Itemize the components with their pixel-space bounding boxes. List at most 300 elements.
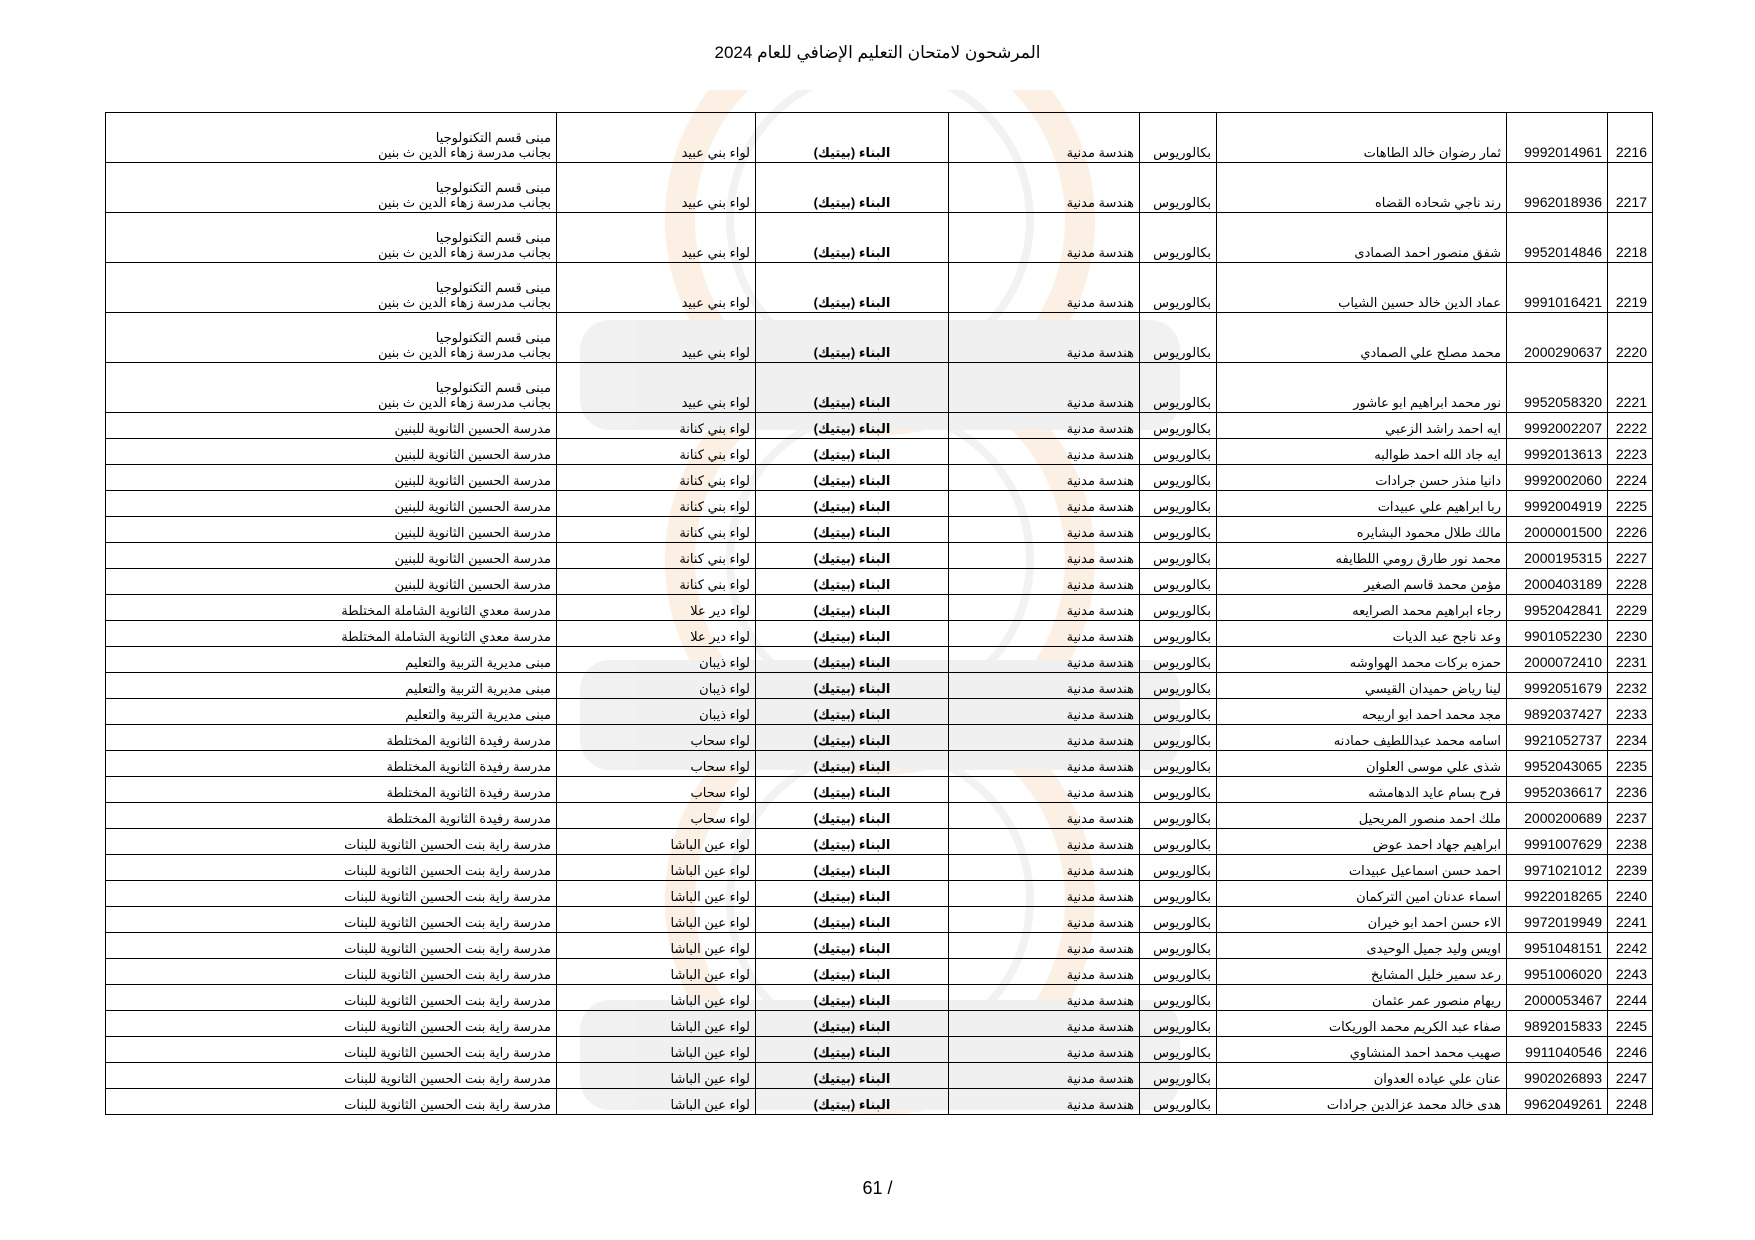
- table-row: [106, 621, 1653, 647]
- candidate-name-cell: عنان علي عياده العدوان: [1217, 1063, 1507, 1089]
- seq-cell: 2220: [1608, 313, 1653, 363]
- national-id-cell: 2000403189: [1507, 569, 1608, 595]
- subject-cell: البناء (بيتيك): [756, 829, 949, 855]
- candidates-table: [105, 112, 1653, 1115]
- degree-cell: بكالوريوس: [1140, 163, 1217, 213]
- major-cell: هندسة مدنية: [949, 1011, 1140, 1037]
- national-id-cell: 9951048151: [1507, 933, 1608, 959]
- candidate-name-cell: لينا رياض حميدان القيسي: [1217, 673, 1507, 699]
- national-id-cell: 9911040546: [1507, 1037, 1608, 1063]
- national-id-cell: 9992013613: [1507, 439, 1608, 465]
- major-cell: هندسة مدنية: [949, 803, 1140, 829]
- exam-center-cell: [106, 829, 557, 855]
- seq-cell: 2228: [1608, 569, 1653, 595]
- major-cell: هندسة مدنية: [949, 673, 1140, 699]
- seq-cell: 2222: [1608, 413, 1653, 439]
- major-cell: هندسة مدنية: [949, 263, 1140, 313]
- page-title: المرشحون لامتحان التعليم الإضافي للعام 2024: [714, 43, 1041, 62]
- district-cell: لواء سحاب: [557, 777, 756, 803]
- candidate-name-cell: ريهام منصور عمر عثمان: [1217, 985, 1507, 1011]
- district-cell: لواء عين الباشا: [557, 829, 756, 855]
- table-row: [106, 595, 1653, 621]
- subject-cell: البناء (بيتيك): [756, 621, 949, 647]
- subject-cell: البناء (بيتيك): [756, 803, 949, 829]
- major-cell: هندسة مدنية: [949, 959, 1140, 985]
- major-cell: هندسة مدنية: [949, 1037, 1140, 1063]
- table-row: [106, 959, 1653, 985]
- national-id-cell: 9951006020: [1507, 959, 1608, 985]
- table-row: [106, 263, 1653, 313]
- exam-center-cell: [106, 699, 557, 725]
- district-cell: لواء بني عبيد: [557, 313, 756, 363]
- seq-cell: 2224: [1608, 465, 1653, 491]
- seq-cell: 2240: [1608, 881, 1653, 907]
- exam-center-line: مدرسة راية بنت الحسين الثانوية للبنات: [344, 1019, 551, 1034]
- page-number: 61 /: [862, 1178, 893, 1198]
- candidate-name-cell: عماد الدين خالد حسين الشياب: [1217, 263, 1507, 313]
- national-id-cell: 9892015833: [1507, 1011, 1608, 1037]
- table-row: [106, 907, 1653, 933]
- candidate-name-cell: محمد مصلح علي الصمادي: [1217, 313, 1507, 363]
- major-cell: هندسة مدنية: [949, 543, 1140, 569]
- degree-cell: بكالوريوس: [1140, 777, 1217, 803]
- major-cell: هندسة مدنية: [949, 1063, 1140, 1089]
- national-id-cell: 2000195315: [1507, 543, 1608, 569]
- national-id-cell: 9902026893: [1507, 1063, 1608, 1089]
- seq-cell: 2248: [1608, 1089, 1653, 1115]
- exam-center-line: مدرسة راية بنت الحسين الثانوية للبنات: [344, 1097, 551, 1112]
- seq-cell: 2230: [1608, 621, 1653, 647]
- national-id-cell: 9991016421: [1507, 263, 1608, 313]
- exam-center-cell: [106, 517, 557, 543]
- subject-cell: البناء (بيتيك): [756, 1063, 949, 1089]
- seq-cell: 2218: [1608, 213, 1653, 263]
- national-id-cell: 9992004919: [1507, 491, 1608, 517]
- table-row: [106, 439, 1653, 465]
- district-cell: لواء ذيبان: [557, 647, 756, 673]
- district-cell: لواء عين الباشا: [557, 933, 756, 959]
- district-cell: لواء بني كنانة: [557, 465, 756, 491]
- subject-cell: البناء (بيتيك): [756, 907, 949, 933]
- subject-cell: البناء (بيتيك): [756, 959, 949, 985]
- exam-center-line: مدرسة رفيدة الثانوية المختلطة: [386, 733, 551, 748]
- subject-cell: البناء (بيتيك): [756, 263, 949, 313]
- major-cell: هندسة مدنية: [949, 313, 1140, 363]
- exam-center-line: مدرسة رفيدة الثانوية المختلطة: [386, 759, 551, 774]
- major-cell: هندسة مدنية: [949, 829, 1140, 855]
- degree-cell: بكالوريوس: [1140, 881, 1217, 907]
- degree-cell: بكالوريوس: [1140, 959, 1217, 985]
- degree-cell: بكالوريوس: [1140, 517, 1217, 543]
- degree-cell: بكالوريوس: [1140, 621, 1217, 647]
- district-cell: لواء عين الباشا: [557, 907, 756, 933]
- exam-center-cell: [106, 985, 557, 1011]
- district-cell: لواء دير علا: [557, 595, 756, 621]
- exam-center-line: مدرسة الحسين الثانوية للبنين: [394, 473, 551, 488]
- candidate-name-cell: رجاء ابراهيم محمد الصرايعه: [1217, 595, 1507, 621]
- subject-cell: البناء (بيتيك): [756, 933, 949, 959]
- subject-cell: البناء (بيتيك): [756, 725, 949, 751]
- national-id-cell: 9952043065: [1507, 751, 1608, 777]
- exam-center-line: مبنى قسم التكنولوجيا: [435, 380, 551, 395]
- table-row: [106, 1011, 1653, 1037]
- major-cell: هندسة مدنية: [949, 595, 1140, 621]
- degree-cell: بكالوريوس: [1140, 673, 1217, 699]
- district-cell: لواء سحاب: [557, 803, 756, 829]
- exam-center-line: مبنى مديرية التربية والتعليم: [405, 707, 551, 722]
- degree-cell: بكالوريوس: [1140, 647, 1217, 673]
- exam-center-line: مبنى قسم التكنولوجيا: [435, 230, 551, 245]
- exam-center-cell: [106, 491, 557, 517]
- district-cell: لواء بني كنانة: [557, 413, 756, 439]
- subject-cell: البناء (بيتيك): [756, 1089, 949, 1115]
- exam-center-line: مبنى قسم التكنولوجيا: [435, 280, 551, 295]
- candidate-name-cell: ابراهيم جهاد احمد عوض: [1217, 829, 1507, 855]
- degree-cell: بكالوريوس: [1140, 413, 1217, 439]
- seq-cell: 2243: [1608, 959, 1653, 985]
- degree-cell: بكالوريوس: [1140, 363, 1217, 413]
- exam-center-line: مدرسة راية بنت الحسين الثانوية للبنات: [344, 993, 551, 1008]
- degree-cell: بكالوريوس: [1140, 933, 1217, 959]
- degree-cell: بكالوريوس: [1140, 569, 1217, 595]
- major-cell: هندسة مدنية: [949, 363, 1140, 413]
- table-row: [106, 933, 1653, 959]
- exam-center-line: مدرسة الحسين الثانوية للبنين: [394, 577, 551, 592]
- seq-cell: 2233: [1608, 699, 1653, 725]
- national-id-cell: 2000290637: [1507, 313, 1608, 363]
- table-row: [106, 985, 1653, 1011]
- degree-cell: بكالوريوس: [1140, 1011, 1217, 1037]
- candidates-table-body: [106, 113, 1653, 1115]
- subject-cell: البناء (بيتيك): [756, 213, 949, 263]
- candidate-name-cell: ايه جاد الله احمد طوالبه: [1217, 439, 1507, 465]
- exam-center-line: بجانب مدرسة زهاء الدين ث بنين: [377, 145, 551, 160]
- district-cell: لواء بني كنانة: [557, 439, 756, 465]
- table-row: [106, 363, 1653, 413]
- exam-center-line: مدرسة معدي الثانوية الشاملة المختلطة: [341, 629, 551, 644]
- candidate-name-cell: الاء حسن احمد ابو خيران: [1217, 907, 1507, 933]
- degree-cell: بكالوريوس: [1140, 1063, 1217, 1089]
- national-id-cell: 9992002207: [1507, 413, 1608, 439]
- subject-cell: البناء (بيتيك): [756, 699, 949, 725]
- degree-cell: بكالوريوس: [1140, 263, 1217, 313]
- district-cell: لواء بني عبيد: [557, 363, 756, 413]
- candidate-name-cell: وعد ناجح عبد الديات: [1217, 621, 1507, 647]
- table-row: [106, 751, 1653, 777]
- exam-center-cell: [106, 907, 557, 933]
- seq-cell: 2234: [1608, 725, 1653, 751]
- exam-center-cell: [106, 363, 557, 413]
- degree-cell: بكالوريوس: [1140, 113, 1217, 163]
- exam-center-cell: [106, 413, 557, 439]
- subject-cell: البناء (بيتيك): [756, 363, 949, 413]
- seq-cell: 2239: [1608, 855, 1653, 881]
- exam-center-line: مدرسة راية بنت الحسين الثانوية للبنات: [344, 863, 551, 878]
- exam-center-cell: [106, 959, 557, 985]
- exam-center-cell: [106, 933, 557, 959]
- major-cell: هندسة مدنية: [949, 985, 1140, 1011]
- exam-center-cell: [106, 647, 557, 673]
- seq-cell: 2227: [1608, 543, 1653, 569]
- table-row: [106, 569, 1653, 595]
- candidate-name-cell: اويس وليد جميل الوحيدى: [1217, 933, 1507, 959]
- national-id-cell: 9892037427: [1507, 699, 1608, 725]
- exam-center-line: مبنى قسم التكنولوجيا: [435, 180, 551, 195]
- table-row: [106, 113, 1653, 163]
- exam-center-line: مدرسة راية بنت الحسين الثانوية للبنات: [344, 889, 551, 904]
- district-cell: لواء بني كنانة: [557, 491, 756, 517]
- exam-center-line: مدرسة معدي الثانوية الشاملة المختلطة: [341, 603, 551, 618]
- table-row: [106, 465, 1653, 491]
- degree-cell: بكالوريوس: [1140, 907, 1217, 933]
- candidate-name-cell: ملك احمد منصور المريحيل: [1217, 803, 1507, 829]
- exam-center-line: مدرسة راية بنت الحسين الثانوية للبنات: [344, 941, 551, 956]
- exam-center-line: مدرسة راية بنت الحسين الثانوية للبنات: [344, 1071, 551, 1086]
- district-cell: لواء عين الباشا: [557, 1063, 756, 1089]
- seq-cell: 2223: [1608, 439, 1653, 465]
- subject-cell: البناء (بيتيك): [756, 777, 949, 803]
- district-cell: لواء ذيبان: [557, 673, 756, 699]
- national-id-cell: 2000053467: [1507, 985, 1608, 1011]
- national-id-cell: 2000200689: [1507, 803, 1608, 829]
- subject-cell: البناء (بيتيك): [756, 517, 949, 543]
- national-id-cell: 9962049261: [1507, 1089, 1608, 1115]
- major-cell: هندسة مدنية: [949, 491, 1140, 517]
- major-cell: هندسة مدنية: [949, 213, 1140, 263]
- national-id-cell: 9952058320: [1507, 363, 1608, 413]
- exam-center-cell: [106, 313, 557, 363]
- exam-center-line: مبنى مديرية التربية والتعليم: [405, 655, 551, 670]
- district-cell: لواء دير علا: [557, 621, 756, 647]
- table-row: [106, 543, 1653, 569]
- table-row: [106, 777, 1653, 803]
- district-cell: لواء عين الباشا: [557, 1011, 756, 1037]
- exam-center-line: مدرسة راية بنت الحسين الثانوية للبنات: [344, 837, 551, 852]
- seq-cell: 2242: [1608, 933, 1653, 959]
- district-cell: لواء بني كنانة: [557, 517, 756, 543]
- district-cell: لواء بني كنانة: [557, 569, 756, 595]
- subject-cell: البناء (بيتيك): [756, 595, 949, 621]
- major-cell: هندسة مدنية: [949, 439, 1140, 465]
- major-cell: هندسة مدنية: [949, 699, 1140, 725]
- exam-center-line: مدرسة الحسين الثانوية للبنين: [394, 499, 551, 514]
- degree-cell: بكالوريوس: [1140, 829, 1217, 855]
- degree-cell: بكالوريوس: [1140, 439, 1217, 465]
- district-cell: لواء بني كنانة: [557, 543, 756, 569]
- exam-center-cell: [106, 1037, 557, 1063]
- seq-cell: 2232: [1608, 673, 1653, 699]
- table-row: [106, 647, 1653, 673]
- candidate-name-cell: شذى علي موسى العلوان: [1217, 751, 1507, 777]
- major-cell: هندسة مدنية: [949, 855, 1140, 881]
- table-row: [106, 673, 1653, 699]
- exam-center-cell: [106, 263, 557, 313]
- candidate-name-cell: نور محمد ابراهيم ابو عاشور: [1217, 363, 1507, 413]
- district-cell: لواء عين الباشا: [557, 1089, 756, 1115]
- degree-cell: بكالوريوس: [1140, 543, 1217, 569]
- seq-cell: 2241: [1608, 907, 1653, 933]
- major-cell: هندسة مدنية: [949, 751, 1140, 777]
- subject-cell: البناء (بيتيك): [756, 543, 949, 569]
- degree-cell: بكالوريوس: [1140, 855, 1217, 881]
- national-id-cell: 2000001500: [1507, 517, 1608, 543]
- seq-cell: 2235: [1608, 751, 1653, 777]
- table-row: [106, 881, 1653, 907]
- table-row: [106, 829, 1653, 855]
- table-row: [106, 1089, 1653, 1115]
- national-id-cell: 9952036617: [1507, 777, 1608, 803]
- candidate-name-cell: حمزه بركات محمد الهواوشه: [1217, 647, 1507, 673]
- degree-cell: بكالوريوس: [1140, 751, 1217, 777]
- seq-cell: 2238: [1608, 829, 1653, 855]
- subject-cell: البناء (بيتيك): [756, 163, 949, 213]
- national-id-cell: 9991007629: [1507, 829, 1608, 855]
- table-row: [106, 1063, 1653, 1089]
- exam-center-line: مبنى قسم التكنولوجيا: [435, 330, 551, 345]
- national-id-cell: 9992051679: [1507, 673, 1608, 699]
- subject-cell: البناء (بيتيك): [756, 1037, 949, 1063]
- exam-center-line: بجانب مدرسة زهاء الدين ث بنين: [377, 245, 551, 260]
- major-cell: هندسة مدنية: [949, 881, 1140, 907]
- major-cell: هندسة مدنية: [949, 569, 1140, 595]
- table-row: [106, 213, 1653, 263]
- exam-center-line: مدرسة رفيدة الثانوية المختلطة: [386, 811, 551, 826]
- seq-cell: 2226: [1608, 517, 1653, 543]
- candidate-name-cell: اسامه محمد عبداللطيف حمادنه: [1217, 725, 1507, 751]
- subject-cell: البناء (بيتيك): [756, 985, 949, 1011]
- seq-cell: 2225: [1608, 491, 1653, 517]
- candidate-name-cell: صفاء عبد الكريم محمد الوريكات: [1217, 1011, 1507, 1037]
- table-row: [106, 725, 1653, 751]
- subject-cell: البناء (بيتيك): [756, 855, 949, 881]
- seq-cell: 2221: [1608, 363, 1653, 413]
- subject-cell: البناء (بيتيك): [756, 439, 949, 465]
- exam-center-line: مبنى قسم التكنولوجيا: [435, 130, 551, 145]
- national-id-cell: 9922018265: [1507, 881, 1608, 907]
- seq-cell: 2216: [1608, 113, 1653, 163]
- exam-center-line: بجانب مدرسة زهاء الدين ث بنين: [377, 395, 551, 410]
- exam-center-cell: [106, 621, 557, 647]
- candidate-name-cell: ايه احمد راشد الزعبي: [1217, 413, 1507, 439]
- subject-cell: البناء (بيتيك): [756, 1011, 949, 1037]
- district-cell: لواء ذيبان: [557, 699, 756, 725]
- major-cell: هندسة مدنية: [949, 725, 1140, 751]
- exam-center-cell: [106, 855, 557, 881]
- degree-cell: بكالوريوس: [1140, 595, 1217, 621]
- degree-cell: بكالوريوس: [1140, 313, 1217, 363]
- exam-center-cell: [106, 439, 557, 465]
- subject-cell: البناء (بيتيك): [756, 413, 949, 439]
- subject-cell: البناء (بيتيك): [756, 647, 949, 673]
- exam-center-cell: [106, 113, 557, 163]
- exam-center-cell: [106, 1063, 557, 1089]
- exam-center-cell: [106, 543, 557, 569]
- major-cell: هندسة مدنية: [949, 465, 1140, 491]
- national-id-cell: 9962018936: [1507, 163, 1608, 213]
- exam-center-line: مدرسة راية بنت الحسين الثانوية للبنات: [344, 915, 551, 930]
- candidate-name-cell: ثمار رضوان خالد الطاهات: [1217, 113, 1507, 163]
- table-row: [106, 413, 1653, 439]
- seq-cell: 2231: [1608, 647, 1653, 673]
- district-cell: لواء عين الباشا: [557, 985, 756, 1011]
- degree-cell: بكالوريوس: [1140, 803, 1217, 829]
- degree-cell: بكالوريوس: [1140, 491, 1217, 517]
- exam-center-line: مدرسة رفيدة الثانوية المختلطة: [386, 785, 551, 800]
- subject-cell: البناء (بيتيك): [756, 881, 949, 907]
- major-cell: هندسة مدنية: [949, 517, 1140, 543]
- seq-cell: 2237: [1608, 803, 1653, 829]
- district-cell: لواء عين الباشا: [557, 1037, 756, 1063]
- exam-center-cell: [106, 163, 557, 213]
- exam-center-cell: [106, 1089, 557, 1115]
- degree-cell: بكالوريوس: [1140, 465, 1217, 491]
- seq-cell: 2219: [1608, 263, 1653, 313]
- exam-center-line: بجانب مدرسة زهاء الدين ث بنين: [377, 345, 551, 360]
- degree-cell: بكالوريوس: [1140, 985, 1217, 1011]
- major-cell: هندسة مدنية: [949, 621, 1140, 647]
- degree-cell: بكالوريوس: [1140, 1037, 1217, 1063]
- table-row: [106, 517, 1653, 543]
- district-cell: لواء بني عبيد: [557, 163, 756, 213]
- exam-center-cell: [106, 725, 557, 751]
- seq-cell: 2217: [1608, 163, 1653, 213]
- major-cell: هندسة مدنية: [949, 1089, 1140, 1115]
- major-cell: هندسة مدنية: [949, 907, 1140, 933]
- table-row: [106, 855, 1653, 881]
- major-cell: هندسة مدنية: [949, 163, 1140, 213]
- seq-cell: 2229: [1608, 595, 1653, 621]
- exam-center-cell: [106, 465, 557, 491]
- national-id-cell: 2000072410: [1507, 647, 1608, 673]
- national-id-cell: 9972019949: [1507, 907, 1608, 933]
- major-cell: هندسة مدنية: [949, 933, 1140, 959]
- table-row: [106, 1037, 1653, 1063]
- major-cell: هندسة مدنية: [949, 647, 1140, 673]
- candidate-name-cell: احمد حسن اسماعيل عبيدات: [1217, 855, 1507, 881]
- candidate-name-cell: مجد محمد احمد ابو اربيحه: [1217, 699, 1507, 725]
- candidate-name-cell: هدى خالد محمد عزالدين جرادات: [1217, 1089, 1507, 1115]
- degree-cell: بكالوريوس: [1140, 699, 1217, 725]
- major-cell: هندسة مدنية: [949, 413, 1140, 439]
- exam-center-line: مدرسة راية بنت الحسين الثانوية للبنات: [344, 1045, 551, 1060]
- subject-cell: البناء (بيتيك): [756, 491, 949, 517]
- seq-cell: 2247: [1608, 1063, 1653, 1089]
- district-cell: لواء سحاب: [557, 725, 756, 751]
- exam-center-cell: [106, 213, 557, 263]
- seq-cell: 2244: [1608, 985, 1653, 1011]
- subject-cell: البناء (بيتيك): [756, 113, 949, 163]
- seq-cell: 2236: [1608, 777, 1653, 803]
- subject-cell: البناء (بيتيك): [756, 465, 949, 491]
- candidate-name-cell: شفق منصور احمد الصمادى: [1217, 213, 1507, 263]
- district-cell: لواء عين الباشا: [557, 855, 756, 881]
- national-id-cell: 9992014961: [1507, 113, 1608, 163]
- candidate-name-cell: ربا ابراهيم علي عبيدات: [1217, 491, 1507, 517]
- exam-center-line: مدرسة الحسين الثانوية للبنين: [394, 551, 551, 566]
- degree-cell: بكالوريوس: [1140, 213, 1217, 263]
- exam-center-cell: [106, 881, 557, 907]
- national-id-cell: 9921052737: [1507, 725, 1608, 751]
- candidate-name-cell: اسماء عدنان امين التركمان: [1217, 881, 1507, 907]
- district-cell: لواء بني عبيد: [557, 263, 756, 313]
- subject-cell: البناء (بيتيك): [756, 569, 949, 595]
- exam-center-cell: [106, 595, 557, 621]
- exam-center-cell: [106, 1011, 557, 1037]
- candidate-name-cell: دانيا منذر حسن جرادات: [1217, 465, 1507, 491]
- major-cell: هندسة مدنية: [949, 777, 1140, 803]
- exam-center-line: بجانب مدرسة زهاء الدين ث بنين: [377, 195, 551, 210]
- exam-center-cell: [106, 777, 557, 803]
